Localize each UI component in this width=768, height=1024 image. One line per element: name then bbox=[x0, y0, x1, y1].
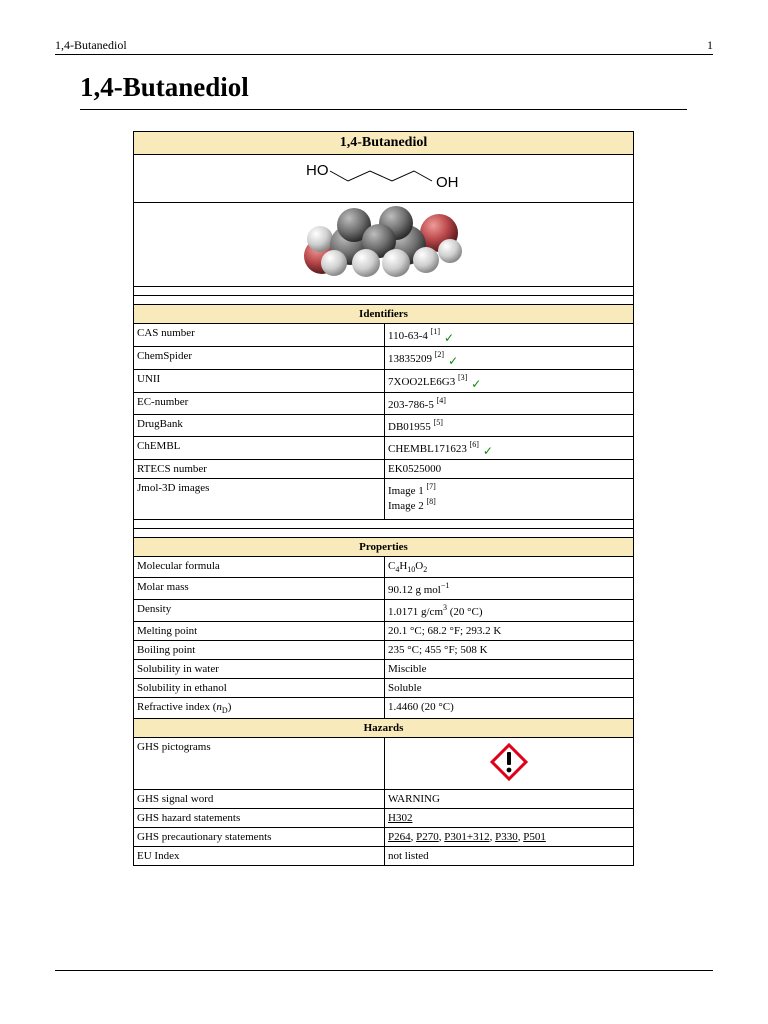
skeletal-formula-cell bbox=[134, 155, 634, 203]
identifier-label: ChemSpider bbox=[134, 347, 385, 370]
identifier-label: RTECS number bbox=[134, 460, 385, 479]
jmol-value bbox=[385, 479, 634, 520]
formula-value: $C_4H_{10}O_2$ bbox=[385, 557, 634, 578]
ref[interactable]: [5] bbox=[433, 418, 443, 427]
page-number: 1 bbox=[707, 38, 713, 52]
space-filling-model-cell bbox=[134, 203, 634, 287]
solubility-ethanol-value: Soluble bbox=[385, 679, 634, 698]
identifier-row bbox=[134, 324, 634, 347]
footer-rule bbox=[55, 970, 713, 971]
statement-code-link[interactable]: P501 bbox=[523, 831, 546, 843]
identifier-row bbox=[134, 415, 634, 437]
running-header bbox=[55, 36, 713, 55]
ghs-signal-value: WARNING bbox=[385, 790, 634, 809]
density-label: Density bbox=[134, 600, 385, 622]
ref[interactable]: [7] bbox=[426, 482, 436, 491]
eu-index-label: EU Index bbox=[134, 847, 385, 866]
ghs-hazard-label: GHS hazard statements bbox=[134, 809, 385, 828]
chembox-infobox bbox=[133, 131, 634, 866]
identifier-text[interactable]: 7XOO2LE6G3 bbox=[388, 376, 456, 388]
identifier-value bbox=[385, 347, 634, 370]
melting-point-value: 20.1 °C; 68.2 °F; 293.2 K bbox=[385, 622, 634, 641]
ref[interactable]: [8] bbox=[426, 497, 436, 506]
page-title: 1,4-Butanediol bbox=[80, 72, 249, 102]
ghs-precaution-value: P264, P270, P301+312, P330, P501 bbox=[385, 828, 634, 847]
ghs-pictograms-label: GHS pictograms bbox=[134, 738, 385, 790]
identifier-text[interactable]: CHEMBL171623 bbox=[388, 443, 467, 455]
solubility-ethanol-label: Solubility in ethanol bbox=[134, 679, 385, 698]
jmol-image-1[interactable]: Image 1 bbox=[388, 485, 424, 497]
jmol-label: Jmol-3D images bbox=[134, 479, 385, 520]
verified-check-icon: ✓ bbox=[444, 331, 455, 345]
molar-mass-label: Molar mass bbox=[134, 578, 385, 600]
statement-code-link[interactable]: P270 bbox=[416, 831, 439, 843]
title-rule bbox=[80, 109, 687, 110]
solubility-water-value: Miscible bbox=[385, 660, 634, 679]
eu-index-value: not listed bbox=[385, 847, 634, 866]
ghs-exclamation-icon bbox=[488, 741, 530, 783]
verified-check-icon: ✓ bbox=[471, 377, 482, 391]
melting-point-label: Melting point bbox=[134, 622, 385, 641]
space-filling-model bbox=[134, 203, 633, 283]
identifier-row bbox=[134, 393, 634, 415]
identifier-label: UNII bbox=[134, 370, 385, 393]
identifier-row bbox=[134, 460, 634, 479]
identifier-text[interactable]: 203-786-5 bbox=[388, 399, 434, 411]
verified-check-icon: ✓ bbox=[448, 354, 459, 368]
infobox-title: 1,4-Butanediol bbox=[134, 132, 634, 155]
boiling-point-label: Boiling point bbox=[134, 641, 385, 660]
ref[interactable]: [3] bbox=[457, 373, 468, 382]
refractive-index-value: 1.4460 (20 °C) bbox=[385, 698, 634, 719]
oh-label: OH bbox=[436, 174, 459, 191]
identifier-text[interactable]: EK0525000 bbox=[388, 463, 442, 475]
formula-label: Molecular formula bbox=[134, 557, 385, 578]
ho-label: HO bbox=[306, 162, 329, 179]
running-header-title: 1,4-Butanediol bbox=[55, 38, 127, 52]
skeletal-formula bbox=[134, 155, 633, 199]
identifier-row bbox=[134, 437, 634, 460]
statement-code-link[interactable]: P330 bbox=[495, 831, 518, 843]
identifier-label: DrugBank bbox=[134, 415, 385, 437]
ghs-signal-label: GHS signal word bbox=[134, 790, 385, 809]
identifier-value bbox=[385, 460, 634, 479]
identifier-text[interactable]: DB01955 bbox=[388, 421, 431, 433]
identifier-label: EC-number bbox=[134, 393, 385, 415]
identifier-value bbox=[385, 393, 634, 415]
jmol-image-2[interactable]: Image 2 bbox=[388, 500, 424, 512]
ref[interactable]: [1] bbox=[430, 327, 440, 336]
identifier-text[interactable]: 110-63-4 bbox=[388, 330, 428, 342]
ghs-pictograms-value bbox=[385, 738, 634, 790]
identifier-label: CAS number bbox=[134, 324, 385, 347]
solubility-water-label: Solubility in water bbox=[134, 660, 385, 679]
identifier-value bbox=[385, 437, 634, 460]
identifier-value bbox=[385, 370, 634, 393]
ref[interactable]: [2] bbox=[434, 350, 445, 359]
ref[interactable]: [6] bbox=[469, 440, 479, 449]
ref[interactable]: [4] bbox=[436, 396, 446, 405]
identifier-row bbox=[134, 370, 634, 393]
identifier-label: ChEMBL bbox=[134, 437, 385, 460]
statement-code-link[interactable]: P301+312 bbox=[444, 831, 490, 843]
identifier-row bbox=[134, 347, 634, 370]
molar-mass-value: 90.12 g mol$^{-1}$ bbox=[385, 578, 634, 600]
identifier-value bbox=[385, 324, 634, 347]
identifier-text[interactable]: 13835209 bbox=[388, 353, 432, 365]
density-value: 1.0171 $g/cm^3$ (20 °C) bbox=[385, 600, 634, 622]
section-properties: Properties bbox=[134, 538, 634, 557]
statement-code-link[interactable]: P264 bbox=[388, 831, 411, 843]
identifier-value bbox=[385, 415, 634, 437]
identifiers-rows bbox=[134, 324, 634, 479]
ghs-precaution-label: GHS precautionary statements bbox=[134, 828, 385, 847]
section-hazards: Hazards bbox=[134, 719, 634, 738]
verified-check-icon: ✓ bbox=[482, 444, 493, 458]
section-identifiers: Identifiers bbox=[134, 305, 634, 324]
ghs-hazard-value bbox=[385, 809, 634, 828]
boiling-point-value: 235 °C; 455 °F; 508 K bbox=[385, 641, 634, 660]
statement-code-link[interactable]: H302 bbox=[388, 812, 413, 824]
refractive-index-label: Refractive index $(n_D)$ bbox=[134, 698, 385, 719]
